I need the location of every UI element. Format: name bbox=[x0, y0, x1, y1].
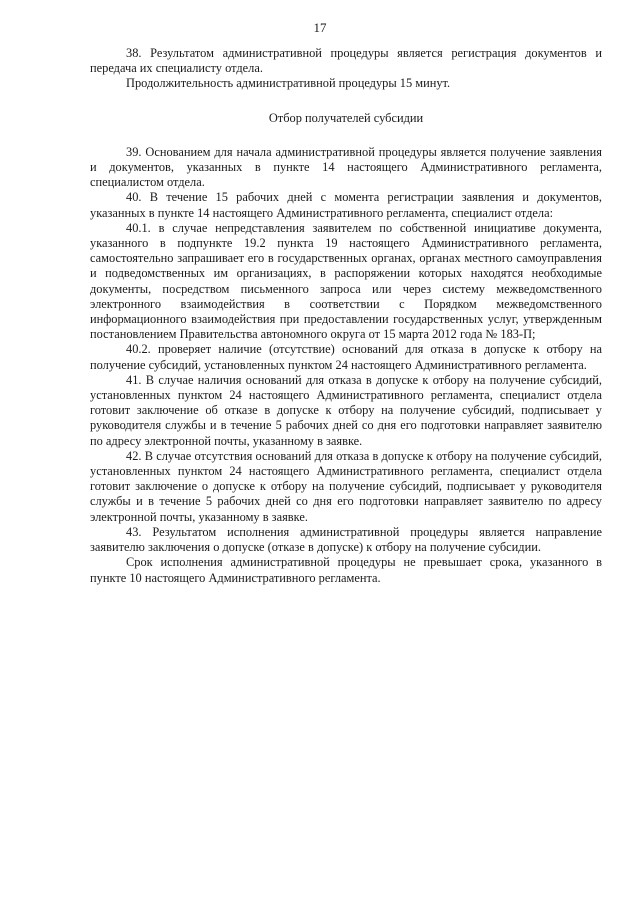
paragraph-40: 40. В течение 15 рабочих дней с момента регистрации заявления и документов, указанных в пункте 14 настоящего Административного регламента, специалист отдела: bbox=[90, 190, 602, 220]
paragraph-43: 43. Результатом исполнения административной процедуры является направление заявителю заключения о допуске (отказе в допуске) к отбору на получение субсидии. bbox=[90, 524, 602, 555]
section-title: Отбор получателей субсидии bbox=[268, 110, 424, 125]
paragraph-deadline: Срок исполнения административной процедуры не превышает срока, указанного в пункте 10 настоящего Административного регламента. bbox=[90, 555, 602, 585]
paragraph-40-2: 40.2. проверяет наличие (отсутствие) оснований для отказа в допуске к отбору на получение субсидий, установленных пунктом 24 настоящего Административного регламента. bbox=[90, 342, 602, 372]
paragraph-39: 39. Основанием для начала административной процедуры является получение заявления и документов, указанных в пункте 14 настоящего Административного регламента, специалистом отдела. bbox=[90, 144, 602, 190]
paragraph-41: 41. В случае наличия оснований для отказа в допуске к отбору на получение субсидий, установленных пунктом 24 настоящего Административного регламента, специалист отдела готовит заключение об отказе в допуске к отбору на получение субсидий, подписывает у руководителя службы и в течение 5 рабочих дней со дня его подготовки направляет заявителю по адресу электронной почты, указанному в заявке. bbox=[90, 372, 602, 448]
paragraph-38: 38. Результатом административной процедуры является регистрация документов и передача их специалисту отдела. bbox=[90, 46, 602, 76]
paragraph-40-1: 40.1. в случае непредставления заявителем по собственной инициативе документа, указанного в подпункте 19.2 пункта 19 настоящего Административного регламента, самостоятельно запрашивает его в государственных органах, органах местного самоуправления и подведомственных им организациях, в распоряжении которых находятся необходимые документы, посредством письменного запроса или через систему межведомственного электронного взаимодействия в соответствии с Порядком межведомственного информационного взаимодействия при предоставлении государственных услуг, утвержденным постановлением Правительства автономного округа от 15 марта 2012 года № 183-П; bbox=[90, 220, 602, 342]
page-number: 17 bbox=[313, 20, 327, 35]
paragraph-42: 42. В случае отсутствия оснований для отказа в допуске к отбору на получение субсидий, установленных пунктом 24 настоящего Административного регламента, специалист отдела готовит заключение о допуске к отбору на получение субсидий, подписывает у руководителя службы и в течение 5 рабочих дней со дня его подготовки направляет заявителю по адресу электронной почты, указанному в заявке. bbox=[90, 448, 602, 524]
paragraph-duration: Продолжительность административной процедуры 15 минут. bbox=[126, 76, 451, 91]
document-body bbox=[90, 46, 602, 586]
